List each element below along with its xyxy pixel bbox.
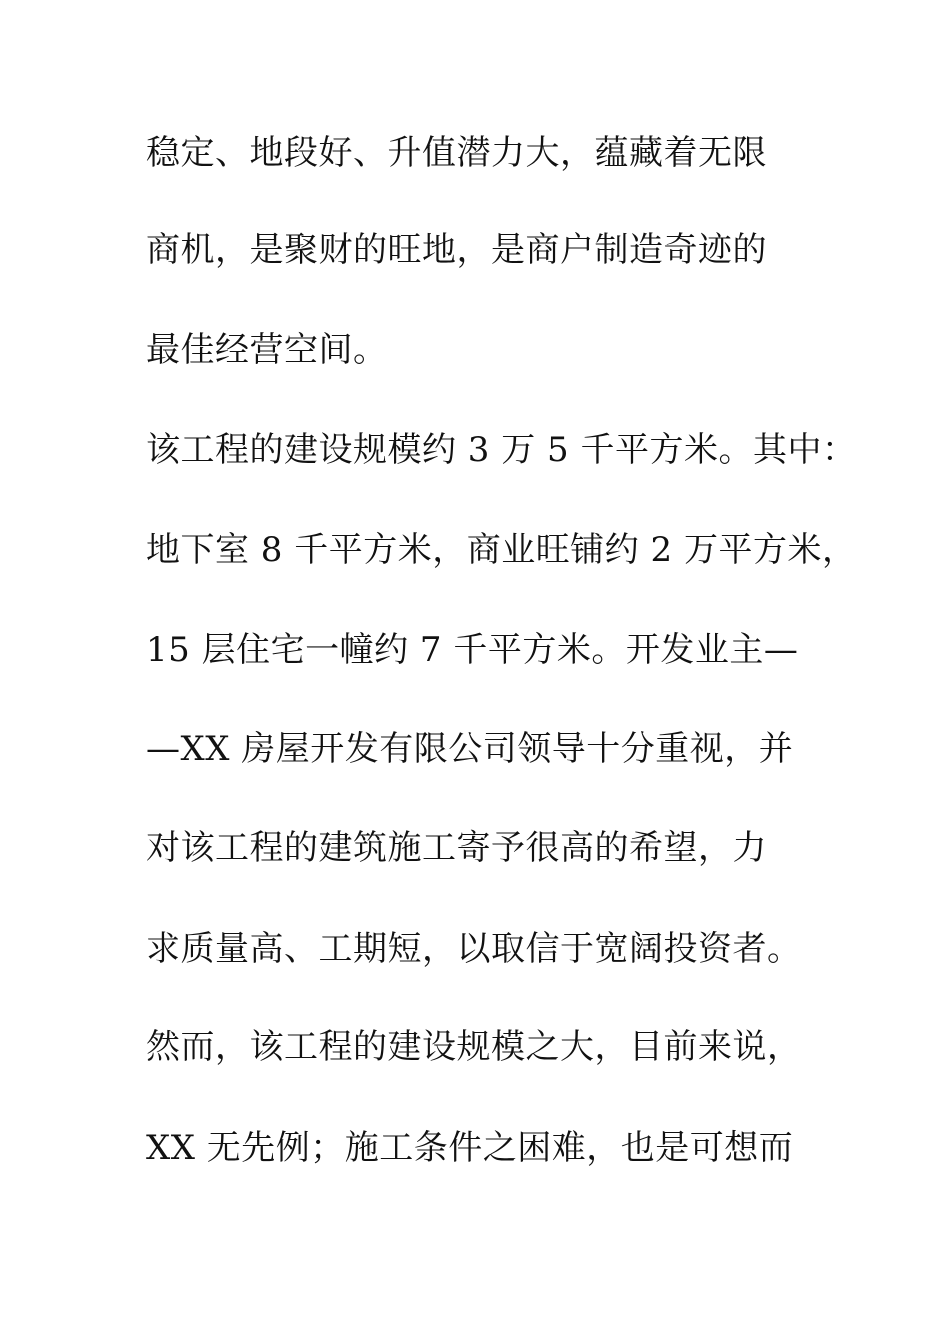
text-line: 该工程的建设规模约 3 万 5 千平方米。其中： [146,430,857,470]
text-line: 求质量高、工期短，以取信于宽阔投资者。 [146,929,802,969]
text-line: 商机，是聚财的旺地，是商户制造奇迹的 [146,230,767,270]
text-line: 然而，该工程的建设规模之大，目前来说， [146,1027,802,1067]
text-line: 稳定、地段好、升值潜力大，蕴藏着无限 [146,133,767,173]
text-line: 对该工程的建筑施工寄予很高的希望，力 [146,828,767,868]
text-line: 15 层住宅一幢约 7 千平方米。开发业主— [146,630,799,670]
text-line: 地下室 8 千平方米，商业旺铺约 2 万平方米， [146,530,857,570]
text-line: —XX 房屋开发有限公司领导十分重视，并 [146,729,794,769]
text-line: XX 无先例；施工条件之困难，也是可想而 [146,1128,794,1168]
text-line: 最佳经营空间。 [146,330,388,370]
